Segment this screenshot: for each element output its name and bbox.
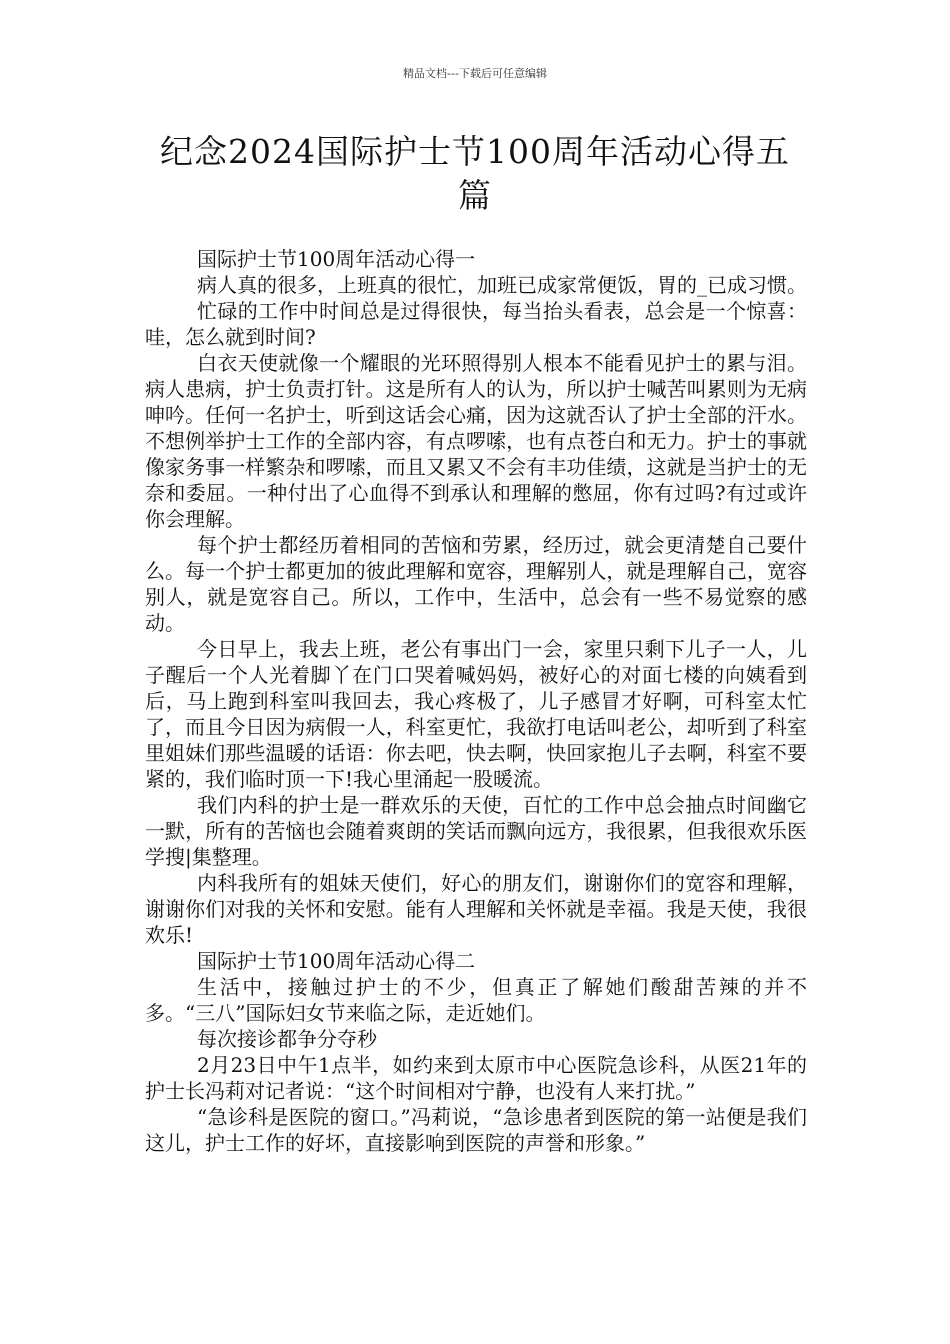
paragraph: 2月23日中午1点半，如约来到太原市中心医院急诊科，从医21年的护士长冯莉对记者说：“这个时间相对宁静，也没有人来打扰。” [145, 1053, 807, 1103]
section-heading-2: 国际护士节100周年活动心得二 [197, 949, 476, 973]
paragraph: “急诊科是医院的窗口。”冯莉说，“急诊患者到医院的第一站便是我们这儿，护士工作的好坏，直接影响到医院的声誉和形象。” [145, 1105, 807, 1155]
section-heading-1: 国际护士节100周年活动心得一 [197, 247, 476, 271]
paragraph: 每个护士都经历着相同的苦恼和劳累，经历过，就会更清楚自己要什么。每一个护士都更加的彼此理解和宽容，理解别人，就是理解自己，宽容别人，就是宽容自己。所以，工作中，生活中，总会有一些不易觉察的感动。 [145, 533, 807, 635]
paragraph: 病人真的很多，上班真的很忙，加班已成家常便饭，胃的_已成习惯。 [197, 273, 807, 297]
paragraph: 白衣天使就像一个耀眼的光环照得别人根本不能看见护士的累与泪。病人患病，护士负责打针。这是所有人的认为，所以护士喊苦叫累则为无病呻吟。任何一名护士，听到这话会心痛，因为这就否认了护士全部的汗水。不想例举护士工作的全部内容，有点啰嗦，也有点苍白和无力。护士的事就像家务事一样繁杂和啰嗦，而且又累又不会有丰功佳绩，这就是当护士的无奈和委屈。一种付出了心血得不到承认和理解的憋屈，你有过吗?有过或许你会理解。 [145, 351, 807, 531]
paragraph: 我们内科的护士是一群欢乐的天使，百忙的工作中总会抽点时间幽它一默，所有的苦恼也会随着爽朗的笑话而飘向远方，我很累，但我很欢乐医学搜|集整理。 [145, 793, 807, 869]
paragraph: 生活中，接触过护士的不少，但真正了解她们酸甜苦辣的并不多。“三八”国际妇女节来临之际，走近她们。 [145, 975, 807, 1025]
document-body [145, 246, 807, 1156]
paragraph: 今日早上，我去上班，老公有事出门一会，家里只剩下儿子一人，儿子醒后一个人光着脚丫在门口哭着喊妈妈，被好心的对面七楼的向姨看到后，马上跑到科室叫我回去，我心疼极了，儿子感冒才好啊，可科室太忙了，而且今日因为病假一人，科室更忙，我欲打电话叫老公，却听到了科室里姐妹们那些温暖的话语：你去吧，快去啊，快回家抱儿子去啊，科室不要紧的，我们临时顶一下!我心里涌起一股暖流。 [145, 637, 807, 791]
paragraph: 内科我所有的姐妹天使们，好心的朋友们，谢谢你们的宽容和理解，谢谢你们对我的关怀和安慰。能有人理解和关怀就是幸福。我是天使，我很欢乐! [145, 871, 807, 947]
document-title: 纪念2024国际护士节100周年活动心得五篇 [160, 132, 790, 215]
subheading: 每次接诊都争分夺秒 [197, 1027, 377, 1051]
header-note: 精品文档---下载后可任意编辑 [403, 67, 547, 80]
paragraph: 忙碌的工作中时间总是过得很快，每当抬头看表，总会是一个惊喜：哇，怎么就到时间? [145, 299, 807, 349]
